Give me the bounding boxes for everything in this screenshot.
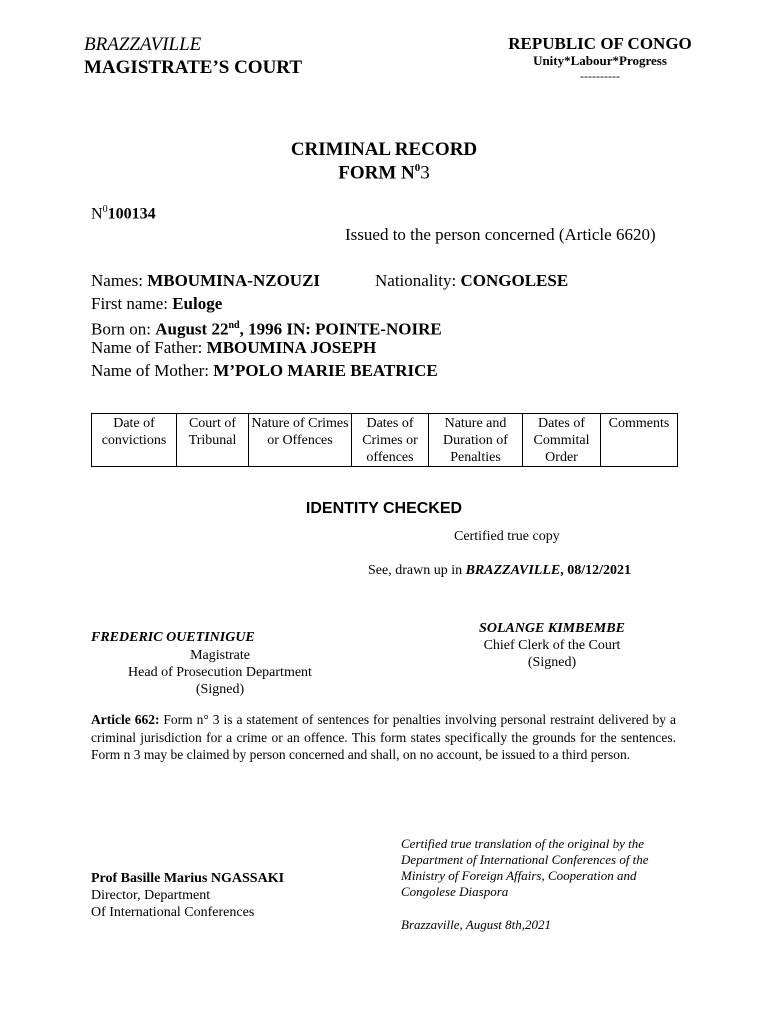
col-nature-of-crimes: Nature of Crimes or Offences	[249, 414, 352, 467]
magistrate-title: Magistrate	[190, 648, 250, 663]
nationality-line: Nationality: CONGOLESE	[375, 271, 569, 290]
table-header-row	[92, 414, 678, 467]
clerk-title: Chief Clerk of the Court	[483, 638, 621, 653]
magistrate-department: Head of Prosecution Department	[128, 665, 312, 680]
clerk-signed: (Signed)	[527, 655, 577, 670]
mother-line: Name of Mother: M’POLO MARIE BEATRICE	[91, 361, 438, 380]
translation-date: Brazzaville, August 8th,2021	[401, 917, 551, 932]
col-date-of-convictions: Date of convictions	[92, 414, 177, 467]
translation-note: Certified true translation of the original by the Department of International Conferences of the Ministry of Foreign Affairs, Cooperation and Congolese Diaspora	[401, 836, 649, 899]
names-line: Names: MBOUMINA-NZOUZI	[91, 271, 321, 290]
col-comments: Comments	[601, 414, 678, 467]
father-line: Name of Father: MBOUMINA JOSEPH	[91, 338, 377, 357]
record-number: $N^0100134$	[91, 204, 156, 223]
republic-heading: REPUBLIC OF CONGO	[508, 34, 692, 53]
motto-dashes: ----------	[580, 69, 620, 83]
convictions-table	[91, 413, 678, 467]
magistrate-signed: (Signed)	[195, 682, 245, 697]
magistrate-name: FREDERIC OUETINIGUE	[91, 630, 255, 645]
born-line: Born on: August 22nd, 1996 IN: POINTE-NOIRE	[91, 319, 442, 339]
document-title: CRIMINAL RECORD	[290, 139, 478, 160]
drawn-up-line: See, drawn up in BRAZZAVILLE, 08/12/2021	[368, 563, 632, 578]
col-court-of-tribunal: Court of Tribunal	[177, 414, 249, 467]
translator-name: Prof Basille Marius NGASSAKI	[91, 871, 285, 886]
first-name-line: First name: Euloge	[91, 294, 223, 313]
col-dates-of-commital-order: Dates of Commital Order	[523, 414, 601, 467]
translator-title: Director, Department	[91, 888, 211, 903]
col-dates-of-crimes: Dates of Crimes or offences	[352, 414, 429, 467]
court-heading: MAGISTRATE’S COURT	[84, 57, 303, 78]
translator-department: Of International Conferences	[91, 905, 255, 920]
clerk-name: SOLANGE KIMBEMBE	[479, 621, 625, 636]
article-paragraph: Article 662: Form n° 3 is a statement of sentences for penalties involving personal restraint delivered by a criminal jurisdiction for a crime or an offence. This form states specifically the grounds for the sentences. Form n 3 may be claimed by person concerned and shall, on no account, be issued to a third person.	[91, 712, 677, 762]
issued-to-text: Issued to the person concerned (Article 6620)	[345, 225, 656, 244]
form-title: FORM $N^03$	[338, 162, 430, 184]
motto: Unity*Labour*Progress	[533, 53, 667, 68]
certified-copy-text: Certified true copy	[454, 529, 560, 544]
identity-checked-heading: IDENTITY CHECKED	[305, 500, 463, 517]
city-heading: BRAZZAVILLE	[84, 34, 202, 55]
col-nature-duration-penalties: Nature and Duration of Penalties	[429, 414, 523, 467]
